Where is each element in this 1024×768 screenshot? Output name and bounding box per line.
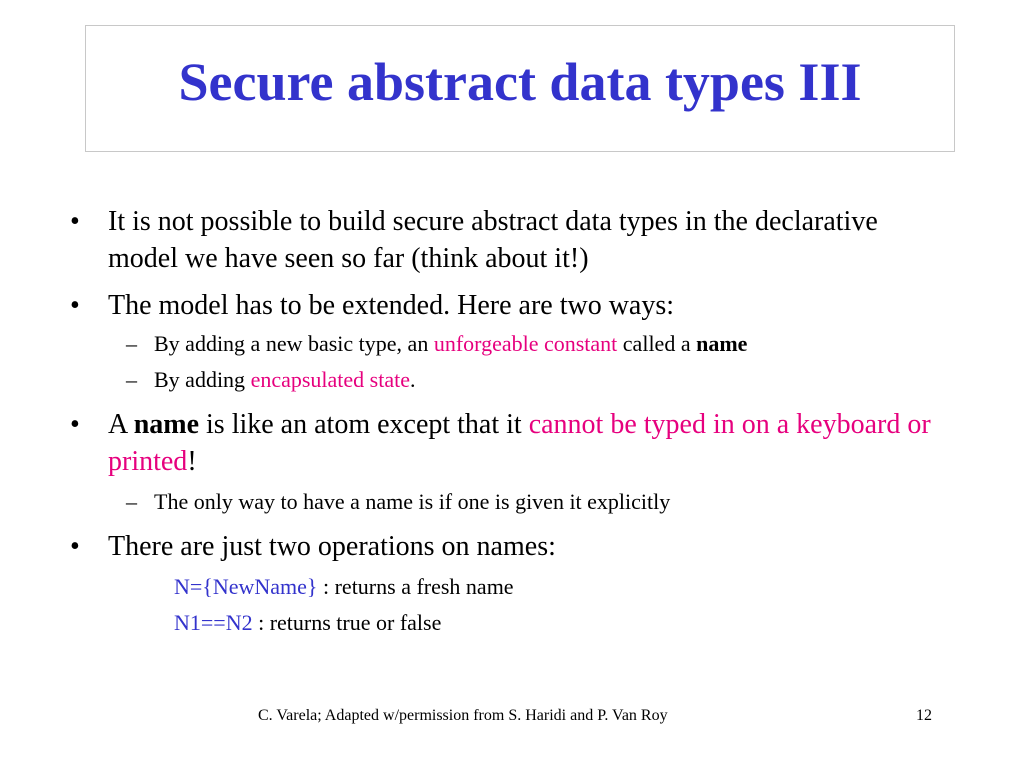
dash-glyph: – [126,331,137,356]
operation-code: N1==N2 [174,610,253,635]
bullet-text: The model has to be extended. Here are two ways: [108,290,675,321]
bullet-text: It is not possible to build secure abstract data types in the declarative model we have seen so far (think about it!) [108,206,878,274]
sub-bullet-text: called a [617,331,697,356]
operation-line [70,569,950,605]
bullet-glyph: • [70,531,80,562]
footer-credit: C. Varela; Adapted w/permission from S. Haridi and P. Van Roy [258,707,668,724]
page-number: 12 [916,707,932,724]
bullet-item [70,528,950,565]
highlight-text: encapsulated state [250,367,410,392]
bullet-glyph: • [70,290,80,321]
bullet-glyph: • [70,206,80,237]
bullet-text: A [108,409,134,440]
bullet-item [70,406,950,480]
operation-code: N={NewName} [174,574,318,599]
bullet-text: There are just two operations on names: [108,531,556,562]
operation-line [70,605,950,641]
operation-description: : returns a fresh name [317,574,514,599]
bullet-text: ! [187,446,197,477]
bold-term: name [133,409,200,440]
sub-bullet-text: By adding a new basic type, an [154,331,434,356]
operation-description: : returns true or false [252,610,442,635]
sub-bullet-text: . [410,367,416,392]
bold-term: name [696,331,748,356]
dash-glyph: – [126,367,137,392]
sub-bullet-text: The only way to have a name is if one is given it explicitly [154,489,671,514]
dash-glyph: – [126,489,137,514]
title-box [85,25,955,152]
bullet-glyph: • [70,409,80,440]
sub-bullet-item [70,328,950,360]
highlight-text: unforgeable constant [433,331,618,356]
sub-bullet-text: By adding [154,367,251,392]
bullet-text: is like an atom except that it [199,409,529,440]
sub-bullet-item [70,486,950,518]
bullet-item [70,287,950,324]
sub-bullet-item [70,364,950,396]
slide-title: Secure abstract data types III [178,52,862,112]
highlight-text: cannot be typed in on a keyboard or printed [108,409,931,477]
bullet-list [70,203,950,641]
bullet-item [70,203,950,277]
